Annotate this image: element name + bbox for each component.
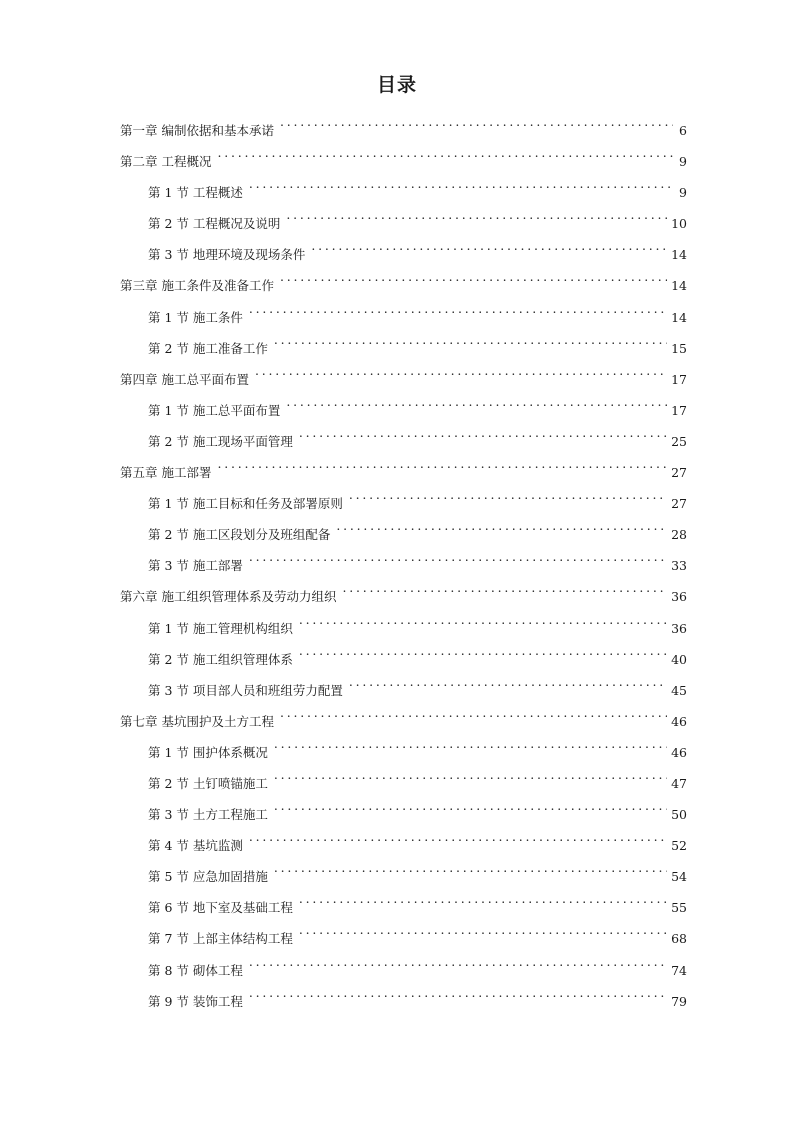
toc-entry-label: 第 1 节 施工目标和任务及部署原则 [148,496,343,512]
toc-dot-leader [349,668,667,695]
toc-page-number: 68 [671,931,687,947]
toc-entry-label: 第 1 节 工程概述 [148,185,243,201]
toc-entry-label: 第 2 节 土钉喷锚施工 [148,775,268,791]
toc-entry-label: 第 1 节 施工条件 [148,309,243,325]
toc-dot-leader [249,543,667,570]
toc-dot-leader [249,979,667,1006]
toc-dot-leader [280,699,667,726]
toc-dot-leader [249,948,667,975]
toc-page-number: 9 [679,185,687,201]
toc-page-number: 54 [671,869,687,885]
toc-entry-label: 第 6 节 地下室及基础工程 [148,900,293,916]
toc-page-number: 55 [671,900,687,916]
toc-page-number: 25 [671,433,687,449]
table-of-contents [120,108,687,1010]
toc-entry-label: 第 2 节 施工区段划分及班组配备 [148,527,331,543]
toc-entry-label: 第 3 节 土方工程施工 [148,807,268,823]
toc-dot-leader [299,885,667,912]
toc-page-number: 14 [671,278,687,294]
toc-chapter-entry[interactable] [120,108,687,139]
toc-page-number: 27 [671,465,687,481]
toc-dot-leader [286,201,667,228]
toc-page-number: 46 [671,713,687,729]
toc-entry-label: 第 2 节 施工现场平面管理 [148,433,293,449]
toc-entry-label: 第 2 节 施工组织管理体系 [148,651,293,667]
toc-dot-leader [286,388,667,415]
toc-page-number: 17 [671,371,687,387]
toc-dot-leader [217,139,673,166]
toc-page-number: 40 [671,651,687,667]
toc-entry-label: 第 3 节 地理环境及现场条件 [148,247,306,263]
toc-page-number: 50 [671,807,687,823]
toc-dot-leader [280,263,667,290]
toc-entry-label: 第三章 施工条件及准备工作 [120,278,274,294]
toc-dot-leader [299,606,667,633]
toc-page-number: 17 [671,402,687,418]
toc-dot-leader [311,232,667,259]
toc-dot-leader [274,730,667,757]
toc-page-number: 47 [671,775,687,791]
toc-entry-label: 第 2 节 工程概况及说明 [148,216,281,232]
toc-dot-leader [299,916,667,943]
toc-entry-label: 第 2 节 施工准备工作 [148,340,268,356]
toc-entry-label: 第四章 施工总平面布置 [120,371,249,387]
toc-dot-leader [249,295,667,322]
toc-dot-leader [280,108,673,135]
toc-entry-label: 第 1 节 施工管理机构组织 [148,620,293,636]
toc-dot-leader [217,450,667,477]
toc-page-number: 36 [671,589,687,605]
toc-page-number: 10 [671,216,687,232]
toc-entry-label: 第七章 基坑围护及土方工程 [120,713,274,729]
toc-entry-label: 第二章 工程概况 [120,154,212,170]
toc-dot-leader [274,761,667,788]
toc-entry-label: 第 9 节 装饰工程 [148,993,243,1009]
toc-dot-leader [336,512,667,539]
toc-entry-label: 第 4 节 基坑监测 [148,838,243,854]
toc-dot-leader [299,637,667,664]
toc-page-number: 36 [671,620,687,636]
toc-dot-leader [274,326,667,353]
toc-page-number: 6 [679,123,687,138]
toc-dot-leader [299,419,667,446]
toc-dot-leader [249,823,667,850]
toc-dot-leader [255,357,667,384]
toc-entry-label: 第一章 编制依据和基本承诺 [120,123,274,138]
toc-entry-label: 第 1 节 施工总平面布置 [148,402,281,418]
toc-page-number: 74 [671,962,687,978]
toc-page-number: 46 [671,744,687,760]
toc-dot-leader [349,481,667,508]
toc-page-number: 27 [671,496,687,512]
toc-page-number: 15 [671,340,687,356]
toc-dot-leader [274,854,667,881]
toc-page-number: 9 [679,154,687,170]
toc-entry-label: 第六章 施工组织管理体系及劳动力组织 [120,589,337,605]
toc-entry-label: 第 5 节 应急加固措施 [148,869,268,885]
toc-entry-label: 第五章 施工部署 [120,465,212,481]
toc-dot-leader [249,170,673,197]
toc-dot-leader [274,792,667,819]
toc-page-number: 45 [671,682,687,698]
toc-entry-label: 第 7 节 上部主体结构工程 [148,931,293,947]
toc-entry-label: 第 8 节 砌体工程 [148,962,243,978]
toc-entry-label: 第 3 节 施工部署 [148,558,243,574]
toc-page-number: 79 [671,993,687,1009]
toc-page-number: 14 [671,309,687,325]
toc-page-number: 14 [671,247,687,263]
toc-dot-leader [342,574,667,601]
page-title: 目录 [376,74,417,96]
toc-page-number: 28 [671,527,687,543]
toc-entry-label: 第 3 节 项目部人员和班组劳力配置 [148,682,343,698]
toc-page-number: 52 [671,838,687,854]
toc-page-number: 33 [671,558,687,574]
toc-entry-label: 第 1 节 围护体系概况 [148,744,268,760]
